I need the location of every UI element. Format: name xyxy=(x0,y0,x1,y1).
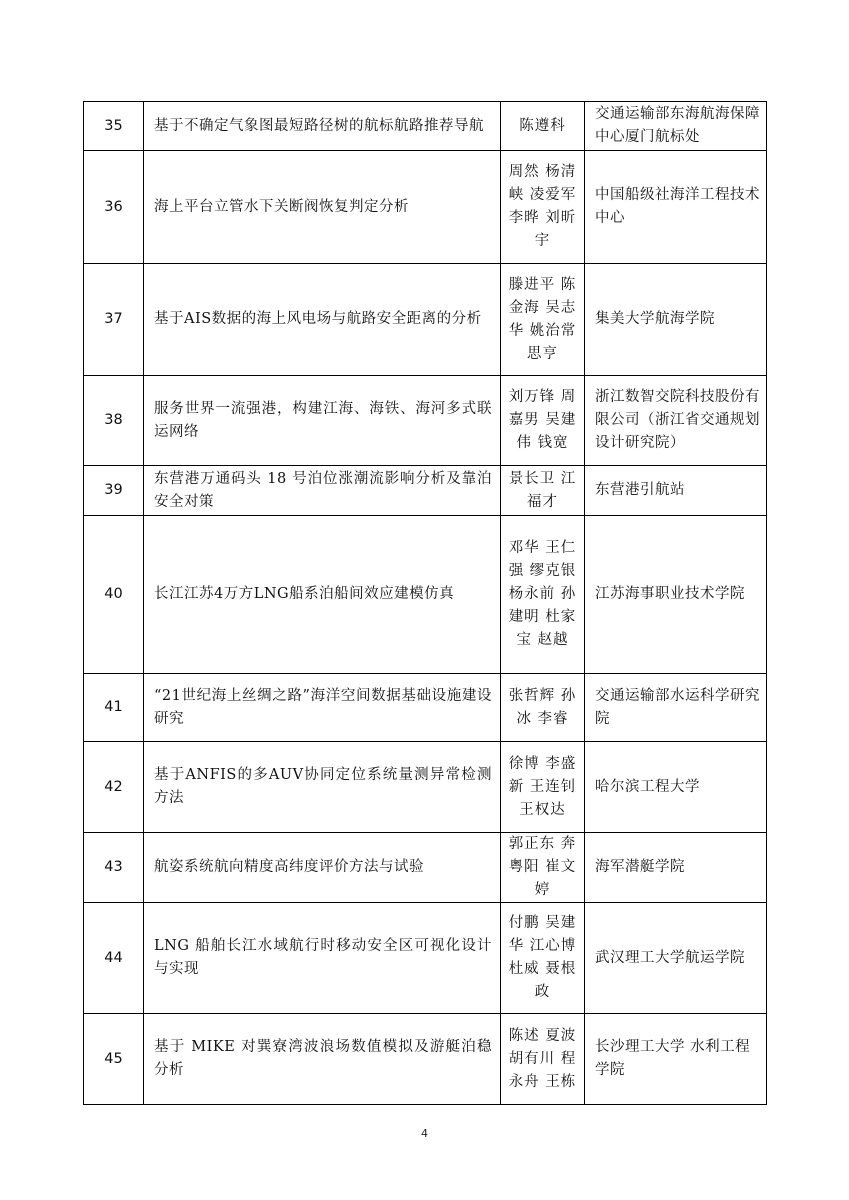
authors: 滕进平 陈金海 吴志华 姚治常 思亨 xyxy=(501,264,585,376)
row-number: 37 xyxy=(84,264,144,376)
organization: 江苏海事职业技术学院 xyxy=(585,516,767,674)
award-list-table xyxy=(83,101,767,1105)
table-row xyxy=(84,376,767,466)
authors: 周然 杨清峡 凌爱军 李晔 刘昕宇 xyxy=(501,151,585,264)
row-number: 43 xyxy=(84,833,144,903)
authors: 景长卫 江福才 xyxy=(501,466,585,516)
table-row xyxy=(84,264,767,376)
organization: 浙江数智交院科技股份有限公司（浙江省交通规划设计研究院） xyxy=(585,376,767,466)
authors: 郭正东 奔粤阳 崔文婷 xyxy=(501,833,585,903)
table-row xyxy=(84,903,767,1014)
authors: 徐博 李盛新 王连钊 王权达 xyxy=(501,742,585,833)
organization: 中国船级社海洋工程技术中心 xyxy=(585,151,767,264)
paper-title: LNG 船舶长江水域航行时移动安全区可视化设计与实现 xyxy=(144,903,501,1014)
row-number: 42 xyxy=(84,742,144,833)
row-number: 44 xyxy=(84,903,144,1014)
organization: 交通运输部水运科学研究院 xyxy=(585,674,767,742)
table-row xyxy=(84,742,767,833)
paper-title: 基于 MIKE 对巽寮湾波浪场数值模拟及游艇泊稳分析 xyxy=(144,1014,501,1105)
row-number: 38 xyxy=(84,376,144,466)
paper-title: 基于ANFIS的多AUV协同定位系统量测异常检测方法 xyxy=(144,742,501,833)
organization: 长沙理工大学 水利工程学院 xyxy=(585,1014,767,1105)
authors: 陈述 夏波 胡有川 程永舟 王栋 xyxy=(501,1014,585,1105)
page-number: 4 xyxy=(421,1127,428,1140)
authors: 张哲辉 孙冰 李睿 xyxy=(501,674,585,742)
table-row xyxy=(84,1014,767,1105)
table-row xyxy=(84,674,767,742)
row-number: 36 xyxy=(84,151,144,264)
organization: 东营港引航站 xyxy=(585,466,767,516)
row-number: 39 xyxy=(84,466,144,516)
organization: 海军潜艇学院 xyxy=(585,833,767,903)
table-row xyxy=(84,466,767,516)
authors: 邓华 王仁强 缪克银 杨永前 孙建明 杜家宝 赵越 xyxy=(501,516,585,674)
authors: 陈遵科 xyxy=(501,102,585,151)
organization: 哈尔滨工程大学 xyxy=(585,742,767,833)
row-number: 45 xyxy=(84,1014,144,1105)
table-row xyxy=(84,516,767,674)
row-number: 41 xyxy=(84,674,144,742)
paper-title: 基于不确定气象图最短路径树的航标航路推荐导航 xyxy=(144,102,501,151)
paper-title: “21世纪海上丝绸之路”海洋空间数据基础设施建设研究 xyxy=(144,674,501,742)
row-number: 40 xyxy=(84,516,144,674)
authors: 刘万锋 周嘉男 吴建伟 钱宽 xyxy=(501,376,585,466)
table-row xyxy=(84,833,767,903)
table-row xyxy=(84,102,767,151)
organization: 集美大学航海学院 xyxy=(585,264,767,376)
organization: 武汉理工大学航运学院 xyxy=(585,903,767,1014)
paper-title: 航姿系统航向精度高纬度评价方法与试验 xyxy=(144,833,501,903)
paper-title: 服务世界一流强港，构建江海、海铁、海河多式联运网络 xyxy=(144,376,501,466)
paper-title: 海上平台立管水下关断阀恢复判定分析 xyxy=(144,151,501,264)
organization: 交通运输部东海航海保障中心厦门航标处 xyxy=(585,102,767,151)
paper-title: 东营港万通码头 18 号泊位涨潮流影响分析及靠泊安全对策 xyxy=(144,466,501,516)
paper-title: 基于AIS数据的海上风电场与航路安全距离的分析 xyxy=(144,264,501,376)
row-number: 35 xyxy=(84,102,144,151)
authors: 付鹏 吴建华 江心博 杜威 聂根政 xyxy=(501,903,585,1014)
paper-title: 长江江苏4万方LNG船系泊船间效应建模仿真 xyxy=(144,516,501,674)
table-row xyxy=(84,151,767,264)
